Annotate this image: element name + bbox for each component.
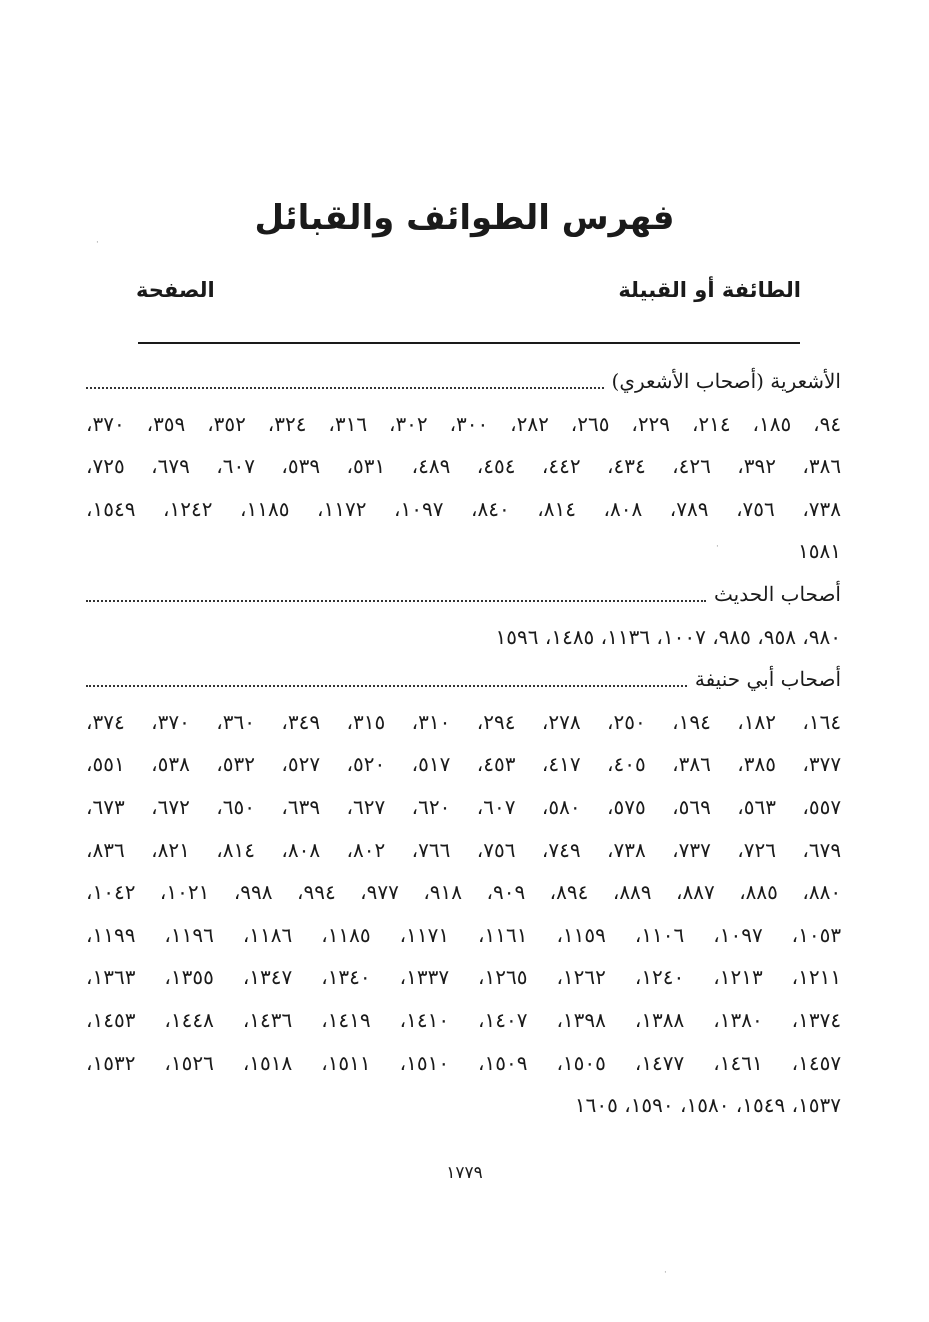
scan-margin-mark: ·	[96, 238, 99, 248]
page-refs-line: ١٠٥٣، ١٠٩٧، ١١٠٦، ١١٥٩، ١١٦١، ١١٧١، ١١٨٥، ١١٨٦، ١١٩٦، ١١٩٩،	[86, 922, 841, 947]
dot-leader	[86, 387, 604, 389]
column-header-group: الطائفة أو القبيلة	[618, 278, 801, 302]
page-refs-line: ١٥٣٧، ١٥٤٩، ١٥٨٠، ١٥٩٠، ١٦٠٥	[574, 1093, 841, 1118]
page-refs-line: ١٤٥٧، ١٤٦١، ١٤٧٧، ١٥٠٥، ١٥٠٩، ١٥١٠، ١٥١١، ١٥١٨، ١٥٢٦، ١٥٣٢،	[86, 1050, 841, 1075]
page-refs-line: ٨٨٠، ٨٨٥، ٨٨٧، ٨٨٩، ٨٩٤، ٩٠٩، ٩١٨، ٩٧٧، ٩٩٤، ٩٩٨، ١٠٢١، ١٠٤٢،	[86, 880, 841, 905]
dot-leader	[86, 600, 706, 602]
page-title: فهرس الطوائف والقبائل	[254, 198, 675, 238]
dot-leader	[86, 685, 687, 687]
entry-name-row	[86, 658, 841, 701]
page-refs-line: ٧٣٨، ٧٥٦، ٧٨٩، ٨٠٨، ٨١٤، ٨٤٠، ١٠٩٧، ١١٧٢، ١١٨٥، ١٢٤٢، ١٥٤٩،	[86, 496, 841, 521]
page-refs-line: ٩٨٠، ٩٥٨، ٩٨٥، ١٠٠٧، ١١٣٦، ١٤٨٥، ١٥٩٦	[495, 624, 841, 649]
index-entries	[86, 360, 841, 1127]
entry-name-row	[86, 360, 841, 403]
page-refs-line: ١٦٤، ١٨٢، ١٩٤، ٢٥٠، ٢٧٨، ٢٩٤، ٣١٠، ٣١٥، ٣٤٩، ٣٦٠، ٣٧٠، ٣٧٤،	[86, 709, 841, 734]
entry-name: أصحاب الحديث	[714, 581, 841, 606]
column-header-page: الصفحة	[136, 278, 215, 302]
page-refs-line: ٥٥٧، ٥٦٣، ٥٦٩، ٥٧٥، ٥٨٠، ٦٠٧، ٦٢٠، ٦٢٧، ٦٣٩، ٦٥٠، ٦٧٢، ٦٧٣،	[86, 794, 841, 819]
page-refs-line: ٦٧٩، ٧٢٦، ٧٣٧، ٧٣٨، ٧٤٩، ٧٥٦، ٧٦٦، ٨٠٢، ٨٠٨، ٨١٤، ٨٢١، ٨٣٦،	[86, 837, 841, 862]
scan-margin-mark: ·	[664, 1268, 667, 1278]
page-refs-line: ٣٧٧، ٣٨٥، ٣٨٦، ٤٠٥، ٤١٧، ٤٥٣، ٥١٧، ٥٢٠، ٥٢٧، ٥٣٢، ٥٣٨، ٥٥١،	[86, 752, 841, 777]
page-refs-line: ١٥٨١	[798, 539, 841, 564]
entry-name-row	[86, 573, 841, 616]
page-refs-line: ٣٨٦، ٣٩٢، ٤٢٦، ٤٣٤، ٤٤٢، ٤٥٤، ٤٨٩، ٥٣١، ٥٣٩، ٦٠٧، ٦٧٩، ٧٢٥،	[86, 454, 841, 479]
entry-name: الأشعرية (أصحاب الأشعري)	[611, 369, 841, 393]
page-refs-line: ١٣٧٤، ١٣٨٠، ١٣٨٨، ١٣٩٨، ١٤٠٧، ١٤١٠، ١٤١٩، ١٤٣٦، ١٤٤٨، ١٤٥٣،	[86, 1007, 841, 1032]
header-divider	[138, 342, 800, 344]
entry-name: أصحاب أبي حنيفة	[694, 667, 841, 692]
page-number: ١٧٧٩	[446, 1163, 483, 1183]
page-refs-line: ٩٤، ١٨٥، ٢١٤، ٢٢٩، ٢٦٥، ٢٨٢، ٣٠٠، ٣٠٢، ٣١٦، ٣٢٤، ٣٥٢، ٣٥٩، ٣٧٠،	[86, 411, 841, 436]
scan-margin-mark: ·	[716, 542, 719, 552]
page-refs-line: ١٢١١، ١٢١٣، ١٢٤٠، ١٢٦٢، ١٢٦٥، ١٣٣٧، ١٣٤٠، ١٣٤٧، ١٣٥٥، ١٣٦٣،	[86, 965, 841, 990]
